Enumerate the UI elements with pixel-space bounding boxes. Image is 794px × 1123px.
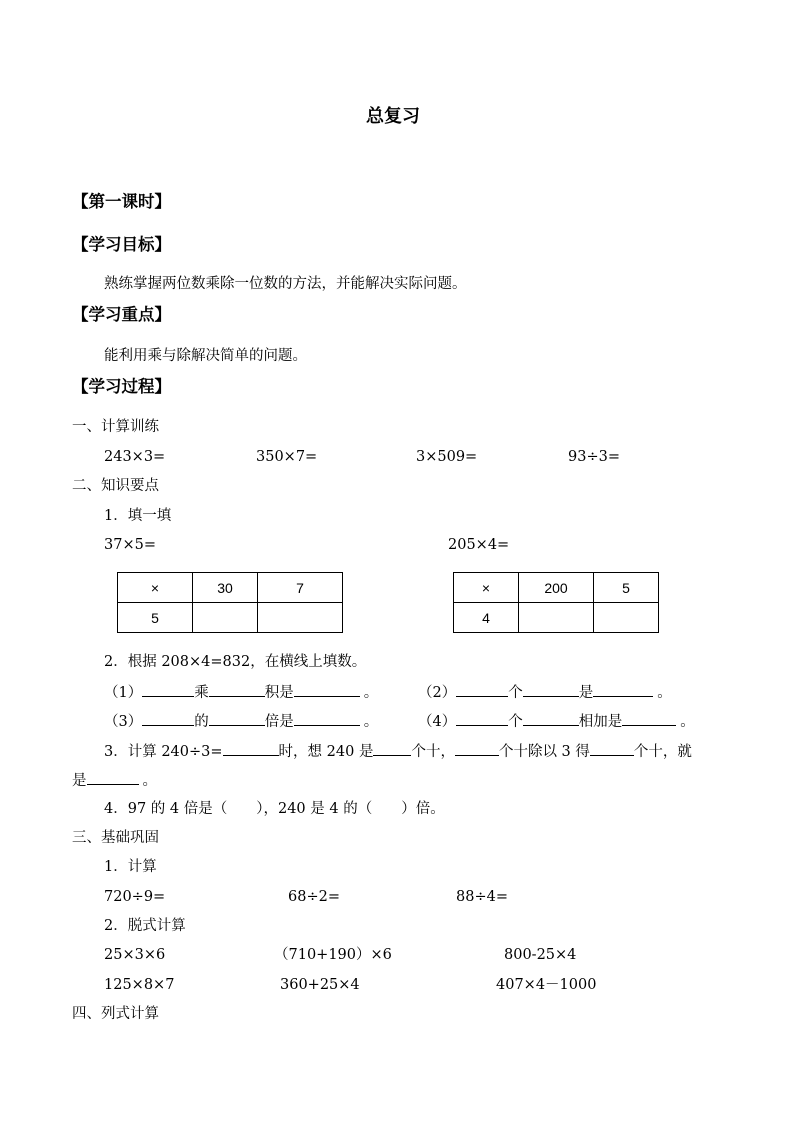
- calc-item: 720÷9=: [104, 889, 166, 905]
- q3-text: 个十，就: [633, 744, 692, 760]
- section2-heading: 二、知识要点: [72, 478, 159, 494]
- punctuation: 。: [680, 714, 695, 730]
- q3-text: 时，想 240 是: [278, 744, 374, 760]
- grid-cell: 7: [258, 573, 343, 603]
- answer-blank[interactable]: [523, 682, 579, 697]
- answer-blank[interactable]: [209, 711, 265, 726]
- answer-blank[interactable]: [455, 741, 499, 756]
- step-calc-item: （710+190）×6: [274, 947, 392, 963]
- calc-item: 88÷4=: [456, 889, 508, 905]
- grid-answer-cell[interactable]: [193, 603, 258, 633]
- answer-blank[interactable]: [593, 682, 653, 697]
- q3-text: 3．计算 240÷3=: [104, 744, 223, 760]
- calc-item: 68÷2=: [288, 889, 340, 905]
- punctuation: 。: [657, 685, 672, 701]
- q3-text: 是: [72, 773, 87, 789]
- grid-answer-cell[interactable]: [258, 603, 343, 633]
- step-calc-item: 360+25×4: [280, 977, 360, 993]
- answer-blank[interactable]: [294, 711, 360, 726]
- q1-label: 1．填一填: [104, 508, 172, 524]
- answer-blank[interactable]: [223, 741, 279, 756]
- answer-blank[interactable]: [87, 770, 139, 785]
- q3-text: 个十，: [411, 744, 455, 760]
- grid-cell: ×: [454, 573, 519, 603]
- section4-heading: 四、列式计算: [72, 1006, 159, 1022]
- page-title: 总复习: [366, 106, 420, 127]
- answer-blank[interactable]: [142, 711, 194, 726]
- word: 积是: [264, 685, 294, 701]
- word: 乘: [194, 685, 209, 701]
- grid-cell: 200: [519, 573, 594, 603]
- section1-heading: 一、计算训练: [72, 419, 159, 435]
- section3-sub2: 2．脱式计算: [104, 918, 186, 934]
- grid-cell: 5: [118, 603, 193, 633]
- calc-item: 350×7=: [256, 449, 318, 465]
- q3-text: 个十除以 3 得: [498, 744, 590, 760]
- word: 倍是: [264, 714, 294, 730]
- objectives-text: 熟练掌握两位数乘除一位数的方法，并能解决实际问题。: [104, 276, 467, 292]
- q2-line-1: [104, 682, 378, 702]
- answer-blank[interactable]: [523, 711, 579, 726]
- item-number: （4）: [418, 714, 457, 730]
- section3-sub1: 1．计算: [104, 859, 157, 875]
- answer-blank[interactable]: [373, 741, 411, 756]
- word: 的: [194, 714, 209, 730]
- punctuation: 。: [363, 685, 379, 701]
- step-calc-item: 125×8×7: [104, 977, 175, 993]
- answer-blank[interactable]: [622, 711, 676, 726]
- q3-line-2: [72, 770, 157, 790]
- answer-blank[interactable]: [142, 682, 194, 697]
- item-number: （3）: [104, 714, 143, 730]
- q1-right-expression: 205×4=: [448, 537, 510, 553]
- answer-blank[interactable]: [456, 711, 508, 726]
- step-calc-item: 25×3×6: [104, 947, 166, 963]
- q3-line-1: [104, 741, 692, 761]
- process-heading: 【学习过程】: [72, 377, 171, 396]
- word: 个: [508, 714, 523, 730]
- objectives-heading: 【学习目标】: [72, 235, 171, 254]
- word: 相加是: [578, 714, 623, 730]
- q2-line-2: [418, 682, 672, 702]
- punctuation: 。: [142, 773, 157, 789]
- grid-answer-cell[interactable]: [519, 603, 594, 633]
- punctuation: 。: [363, 714, 379, 730]
- q4-text: 4．97 的 4 倍是（ ），240 是 4 的（ ）倍。: [104, 801, 445, 817]
- answer-blank[interactable]: [209, 682, 265, 697]
- answer-blank[interactable]: [590, 741, 634, 756]
- grid-cell: ×: [118, 573, 193, 603]
- answer-blank[interactable]: [456, 682, 508, 697]
- grid-cell: 5: [594, 573, 659, 603]
- grid-cell: 30: [193, 573, 258, 603]
- item-number: （1）: [104, 685, 143, 701]
- lesson-heading: 【第一课时】: [72, 192, 171, 211]
- multiplication-grid-right: [453, 572, 659, 633]
- q2-line-4: [418, 711, 695, 731]
- word: 个: [508, 685, 523, 701]
- calc-item: 3×509=: [416, 449, 478, 465]
- word: 是: [578, 685, 594, 701]
- calc-item: 93÷3=: [568, 449, 620, 465]
- q2-label: 2．根据 208×4=832，在横线上填数。: [104, 654, 367, 670]
- calc-item: 243×3=: [104, 449, 166, 465]
- answer-blank[interactable]: [294, 682, 360, 697]
- q2-line-3: [104, 711, 378, 731]
- keypoints-heading: 【学习重点】: [72, 305, 171, 324]
- q1-left-expression: 37×5=: [104, 537, 156, 553]
- multiplication-grid-left: [117, 572, 343, 633]
- step-calc-item: 407×4－1000: [496, 977, 597, 993]
- grid-answer-cell[interactable]: [594, 603, 659, 633]
- keypoints-text: 能利用乘与除解决简单的问题。: [104, 348, 307, 364]
- grid-cell: 4: [454, 603, 519, 633]
- step-calc-item: 800-25×4: [504, 947, 577, 963]
- section3-heading: 三、基础巩固: [72, 830, 159, 846]
- item-number: （2）: [418, 685, 457, 701]
